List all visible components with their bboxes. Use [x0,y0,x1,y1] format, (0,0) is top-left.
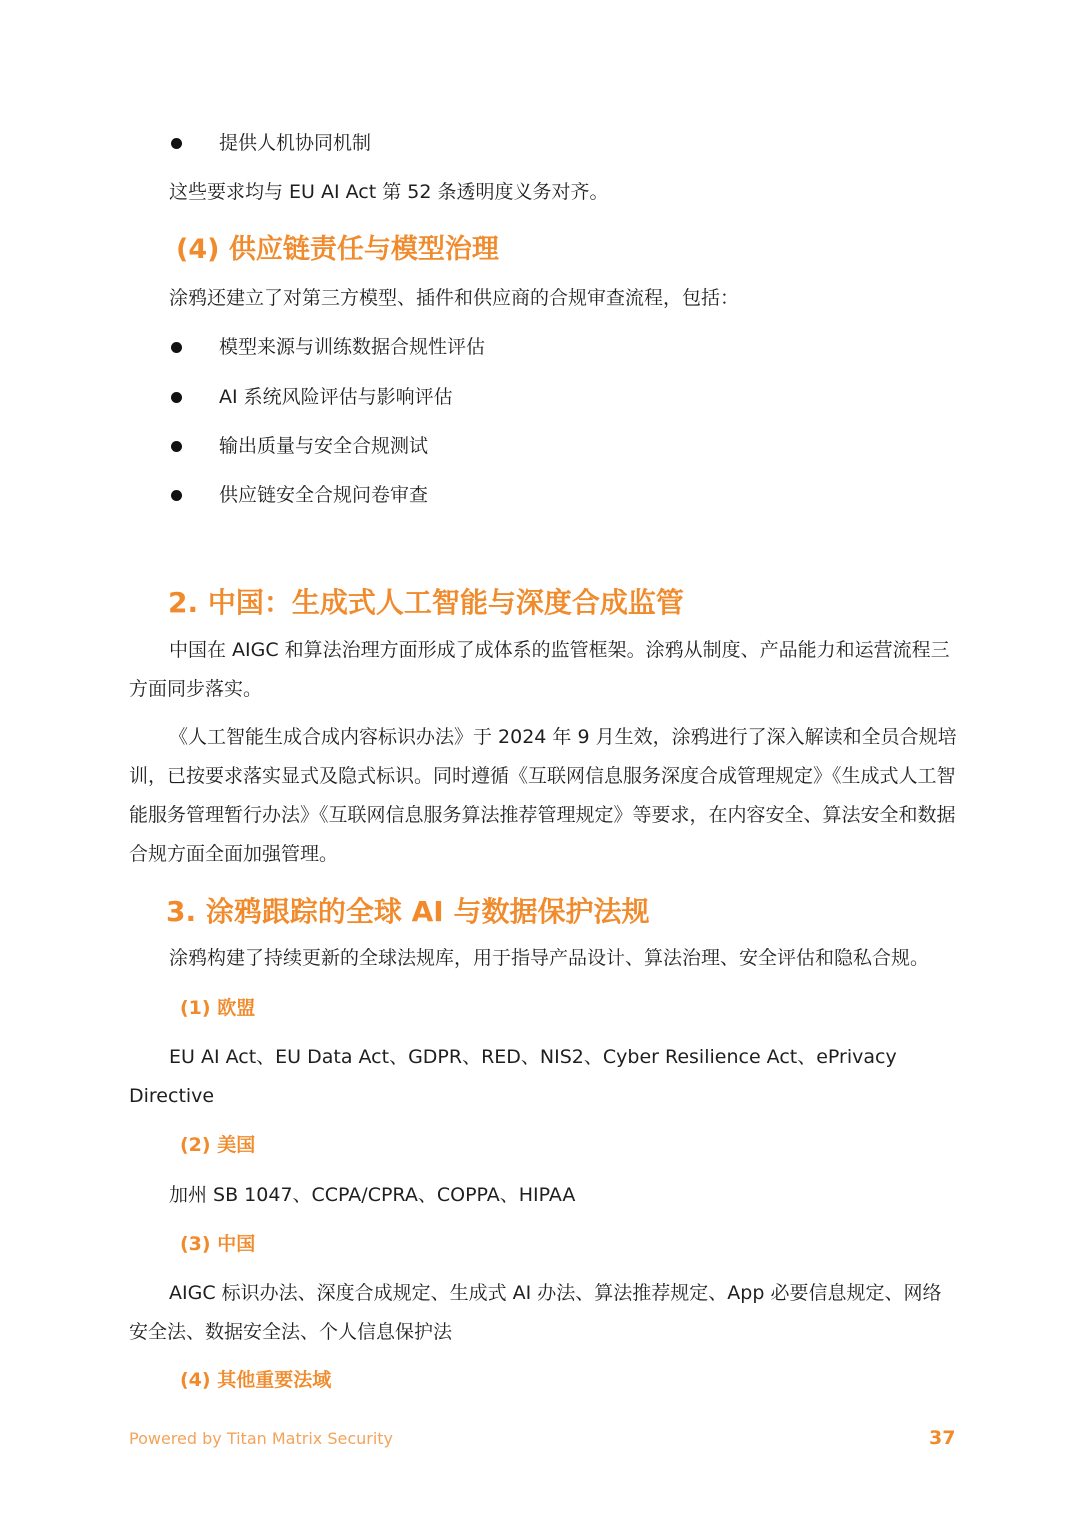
bullet-item: 提供人机协同机制 [219,132,372,154]
supply-chain-intro: 涂鸦还建立了对第三方模型、插件和供应商的合规审查流程，包括： [169,287,740,309]
region-heading-other: (4) 其他重要法域 [180,1369,332,1391]
bullet-dot [171,441,182,452]
region-laws-eu: EU AI Act、EU Data Act、GDPR、RED、NIS2、Cyber Resilience Act、ePrivacy Directive [129,1046,897,1107]
section-heading-global-regulations: 3. 涂鸦跟踪的全球 AI 与数据保护法规 [166,895,650,928]
bullet-item: 供应链安全合规问卷审查 [219,484,429,506]
section-heading-china: 2. 中国：生成式人工智能与深度合成监管 [168,586,684,619]
bullet-dot [171,392,182,403]
region-heading-china: (3) 中国 [180,1233,256,1255]
bullet-item: 模型来源与训练数据合规性评估 [219,336,486,358]
region-laws-china: AIGC 标识办法、深度合成规定、生成式 AI 办法、算法推荐规定、App 必要信息规定、网络安全法、数据安全法、个人信息保护法 [129,1282,942,1343]
region-heading-us: (2) 美国 [180,1134,256,1156]
page-number: 37 [929,1427,956,1449]
eu-alignment-note: 这些要求均与 EU AI Act 第 52 条透明度义务对齐。 [169,181,609,203]
section-heading-supply-chain: (4) 供应链责任与模型治理 [176,234,499,265]
footer-powered-by: Powered by Titan Matrix Security [129,1429,394,1448]
bullet-dot [171,490,182,501]
bullet-dot [171,342,182,353]
china-paragraph-1: 中国在 AIGC 和算法治理方面形成了成体系的监管框架。涂鸦从制度、产品能力和运营流程三方面同步落实。 [129,639,950,700]
china-paragraph-2: 《人工智能生成合成内容标识办法》于 2024 年 9 月生效，涂鸦进行了深入解读和全员合规培训，已按要求落实显式及隐式标识。同时遵循《互联网信息服务深度合成管理规定》《生成式人工智能服务管理暂行办法》《互联网信息服务算法推荐管理规定》等要求，在内容安全、算法安全和数据合规方面全面加强管理。 [129,726,957,865]
bullet-item: 输出质量与安全合规测试 [219,435,429,457]
bullet-item: AI 系统风险评估与影响评估 [219,386,453,408]
global-intro: 涂鸦构建了持续更新的全球法规库，用于指导产品设计、算法治理、安全评估和隐私合规。 [169,947,930,969]
region-laws-us: 加州 SB 1047、CCPA/CPRA、COPPA、HIPAA [169,1184,576,1206]
bullet-dot [171,138,182,149]
region-heading-eu: (1) 欧盟 [180,997,256,1019]
